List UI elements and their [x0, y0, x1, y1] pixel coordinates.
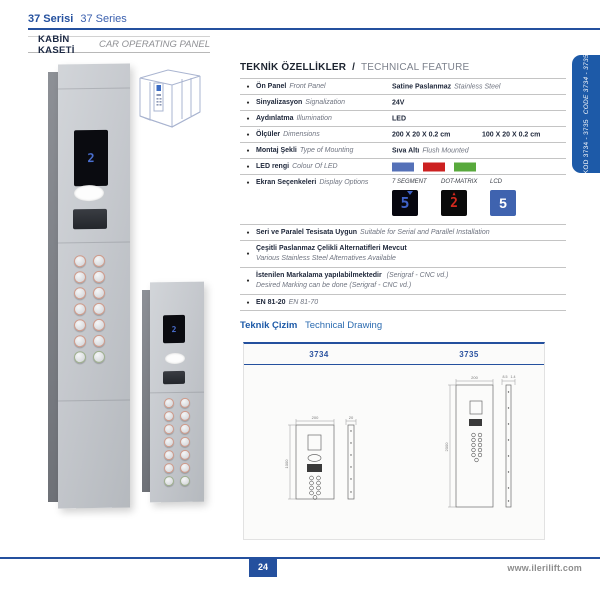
panel-button: [164, 450, 174, 460]
bullet-icon: ●: [246, 83, 250, 90]
emergency-light: [165, 353, 185, 364]
row-label-en: Illumination: [296, 115, 332, 122]
panel-button: [74, 335, 86, 347]
features-heading-sep: /: [352, 62, 356, 73]
row-label-en: Colour Of LED: [292, 163, 338, 170]
dim-width-3735: 200: [471, 375, 478, 380]
features-heading-en: TECHNICAL FEATURE: [360, 62, 470, 73]
bullet-icon: ●: [246, 131, 250, 138]
drawing-heading-tr: Teknik Çizim: [240, 320, 298, 331]
row-value-tr: LED: [392, 115, 406, 122]
floor-display: 2: [163, 315, 185, 343]
panel-button: [93, 351, 105, 363]
row-value-tr: Satine Paslanmaz: [392, 83, 452, 90]
website-url: www.ilerilift.com: [507, 563, 582, 573]
row-label-en: Dimensions: [283, 131, 320, 138]
features-heading-tr: TEKNİK ÖZELLİKLER: [240, 62, 347, 73]
series-title-tr: 37 Serisi: [28, 13, 74, 25]
bullet-icon: ●: [246, 115, 250, 122]
panel-front-face: [58, 63, 130, 508]
panel-button: [93, 271, 105, 283]
row-label-tr: EN 81-20: [256, 299, 286, 306]
table-row-led-colors: [240, 159, 566, 175]
features-table: [240, 78, 566, 311]
panel-button: [74, 271, 86, 283]
row-label-tr: Çeşitli Paslanmaz Çelikli Alternatifleri Mevcut: [256, 245, 407, 252]
row-label-en: EN 81-70: [288, 299, 319, 306]
led-swatch-blue: [392, 162, 414, 171]
dim-side-a-3735: 8.5: [502, 375, 508, 379]
table-row: [240, 95, 566, 111]
display-option-label: LCD: [490, 179, 503, 185]
led-swatch-green: [454, 162, 476, 171]
row-label-en: Display Options: [319, 179, 369, 186]
bullet-icon: ●: [246, 147, 250, 154]
panel-button: [93, 303, 105, 315]
product-code-tab: [572, 55, 600, 173]
table-row: [240, 241, 566, 268]
panel-button: [164, 463, 174, 473]
panel-seam: [150, 392, 204, 394]
panel-seam: [58, 241, 130, 243]
panel-button: [93, 335, 105, 347]
row-value-tr: Sıva Altı: [392, 147, 420, 154]
panel-button: [74, 319, 86, 331]
panel-button: [74, 303, 86, 315]
bullet-icon: ●: [246, 99, 250, 106]
panel-button: [93, 287, 105, 299]
display-option-label: 7 SEGMENT: [392, 179, 427, 185]
floor-buttons: [164, 398, 191, 486]
table-row: [240, 268, 566, 295]
floor-display: 2: [74, 130, 108, 186]
row-value-en: Flush Mounted: [422, 147, 469, 154]
panel-button: [180, 411, 190, 421]
technical-drawing-box: [243, 342, 545, 540]
row-label-en: Suitable for Serial and Parallel Installation: [360, 229, 490, 236]
dim-width-3734: 200: [311, 415, 319, 420]
panel-button: [164, 437, 174, 447]
drawing-heading: [240, 320, 382, 331]
dim-height-3734: 1000: [284, 459, 289, 469]
cop-panel-tall-photo: [44, 64, 136, 510]
header-divider: [28, 28, 600, 30]
row-label-tr: Aydınlatma: [256, 115, 294, 122]
display-options: [392, 178, 526, 216]
panel-seam: [58, 87, 130, 89]
row-label-tr: Ön Panel: [256, 83, 287, 90]
panel-seam: [58, 399, 130, 401]
key-switch-plate: [73, 209, 107, 229]
series-title-en: 37 Series: [80, 13, 127, 25]
row-label-en: Various Stainless Steel Alternatives Available: [256, 255, 396, 262]
table-row: [240, 143, 566, 159]
panel-button: [74, 287, 86, 299]
series-title: [28, 13, 127, 25]
panel-button: [164, 398, 174, 408]
drawing-code-3734: 3734: [309, 349, 329, 359]
dim-height-3735: 2000: [444, 442, 449, 452]
panel-button: [180, 463, 190, 473]
table-row: [240, 225, 566, 241]
row-label-tr: LED rengi: [256, 163, 290, 170]
row-label-en: Type of Mounting: [299, 147, 354, 154]
dot-matrix-display: ▲ 2: [441, 190, 467, 216]
drawing-codes-row: [244, 344, 544, 365]
table-row: [240, 295, 566, 311]
display-option-label: DOT-MATRIX: [441, 179, 478, 185]
product-code-code: CODE 3734 - 3735: [582, 53, 590, 114]
seven-segment-display: 5: [392, 190, 418, 216]
row-label-en: Front Panel: [289, 83, 326, 90]
bullet-icon: ●: [246, 251, 250, 257]
product-code-kod: KOD 3734 - 3735: [582, 119, 590, 175]
led-color-swatches: [392, 162, 476, 171]
section-title-en: CAR OPERATING PANEL: [98, 39, 210, 50]
bullet-icon: ●: [246, 278, 250, 284]
row-label-tr: Ölçüler: [256, 131, 281, 138]
emergency-light: [74, 185, 104, 201]
panel-button: [180, 476, 190, 486]
drawing-code-3735: 3735: [459, 349, 479, 359]
row-label-en: Signalization: [305, 99, 345, 106]
elevator-cabin-wireframe: [133, 67, 207, 135]
panel-front-face: [150, 282, 204, 503]
bullet-icon: ●: [246, 180, 250, 186]
floor-buttons: [74, 255, 106, 363]
row-label-tr: Ekran Seçenkeleri: [256, 179, 317, 186]
table-row: [240, 79, 566, 95]
row-value-tr: 24V: [392, 99, 405, 106]
panel-button: [74, 351, 86, 363]
row-label-en: Desired Marking can be done (Serigraf - CNC vd.): [256, 282, 412, 289]
page-number-badge: 24: [249, 557, 277, 577]
row-label-note: (Serigraf - CNC vd.): [386, 272, 449, 279]
dim-side-3734: 20: [348, 415, 354, 420]
technical-drawing-svg: [244, 365, 544, 539]
features-heading: [240, 62, 566, 73]
panel-button: [93, 319, 105, 331]
drawing-heading-en: Technical Drawing: [305, 320, 383, 331]
row-value-tr2: 100 X 20 X 0.2 cm: [482, 131, 541, 138]
row-label-tr: İstenilen Markalama yapılabilmektedir: [256, 272, 382, 279]
dim-side-b-3735: 1.4: [510, 375, 516, 379]
panel-button: [180, 450, 190, 460]
row-label-tr: Seri ve Paralel Tesisata Uygun: [256, 229, 358, 236]
product-code-text: [583, 54, 590, 174]
panel-button: [180, 437, 190, 447]
led-swatch-red: [423, 162, 445, 171]
key-switch-plate: [163, 371, 185, 384]
row-value-en: Stainless Steel: [454, 83, 501, 90]
row-value-tr: 200 X 20 X 0.2 cm: [392, 131, 451, 138]
panel-button: [180, 398, 190, 408]
table-row: [240, 111, 566, 127]
panel-button: [164, 411, 174, 421]
section-title-tr: KABİN KASETİ: [38, 33, 75, 56]
table-row-display-options: [240, 175, 566, 225]
row-label-tr: Sinyalizasyon: [256, 99, 303, 106]
wireframe-panel-display: [157, 85, 162, 91]
cop-panel-short-photo: [140, 282, 204, 506]
footer-divider: [0, 557, 600, 559]
panel-button: [180, 424, 190, 434]
bullet-icon: ●: [246, 163, 250, 170]
section-title: [28, 33, 210, 56]
table-row: [240, 127, 566, 143]
panel-button: [74, 255, 86, 267]
panel-button: [164, 424, 174, 434]
bullet-icon: ●: [246, 229, 250, 236]
row-label-tr: Montaj Şekli: [256, 147, 297, 154]
lcd-display: 5: [490, 190, 516, 216]
panel-button: [164, 476, 174, 486]
panel-button: [93, 255, 105, 267]
technical-features-section: [240, 62, 566, 311]
bullet-icon: ●: [246, 299, 250, 306]
